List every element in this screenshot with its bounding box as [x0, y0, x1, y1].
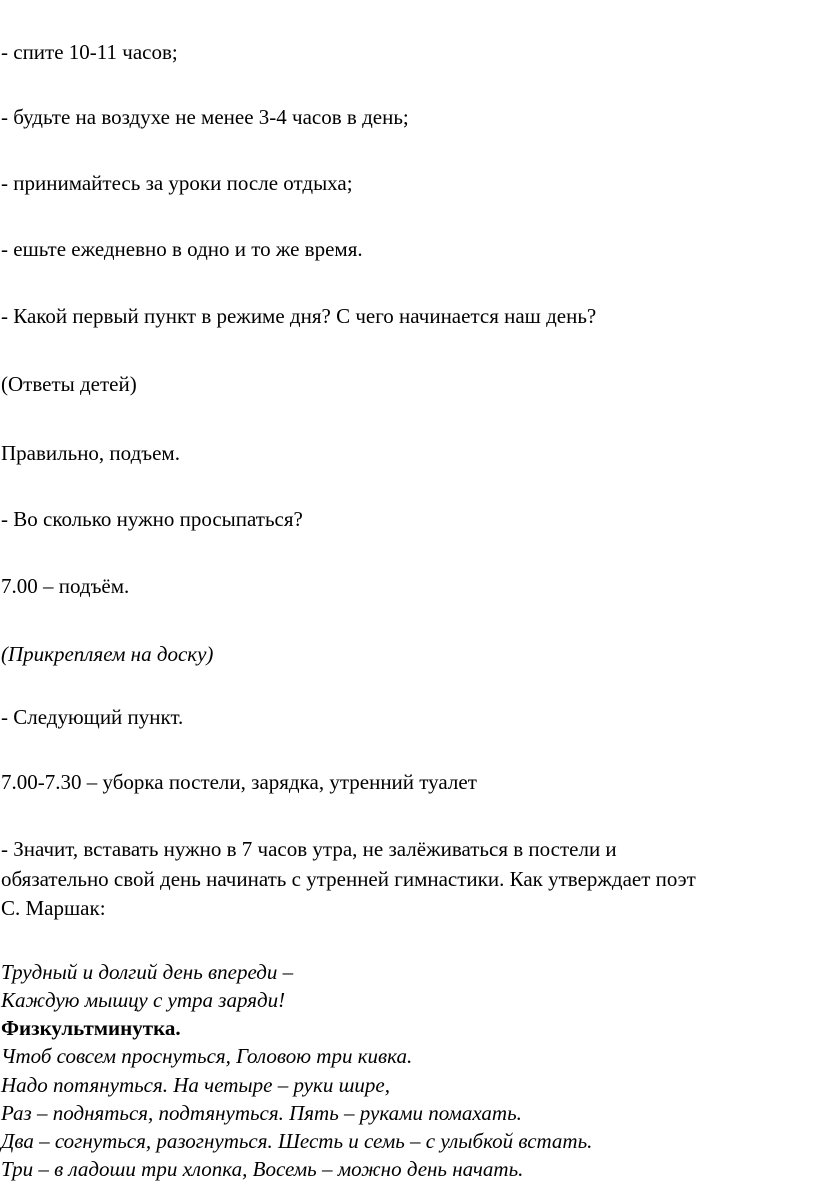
- paragraph-morning-routine: 7.00-7.30 – уборка постели, зарядка, утренний туалет: [1, 770, 477, 794]
- paragraph-wakeup-time: 7.00 – подъём.: [1, 574, 130, 598]
- exercise-line: Два – согнуться, разогнуться. Шесть и семь – с улыбкой встать.: [1, 1129, 593, 1153]
- exercise-line: Три – в ладоши три хлопка, Восемь – можно день начать.: [1, 1157, 524, 1181]
- paragraph-sleep: - спите 10-11 часов;: [1, 40, 178, 64]
- paragraph-children-answers: (Ответы детей): [1, 372, 137, 396]
- poem-line: Трудный и долгий день впереди –: [1, 960, 294, 984]
- paragraph-question-first-item: - Какой первый пункт в режиме дня? С чего начинается наш день?: [1, 304, 597, 328]
- paragraph-next-item: - Следующий пункт.: [1, 705, 184, 729]
- paragraph-outdoors: - будьте на воздухе не менее 3-4 часов в день;: [1, 105, 409, 129]
- exercise-line: Чтоб совсем проснуться, Головою три кивка.: [1, 1044, 413, 1068]
- paragraph-meals: - ешьте ежедневно в одно и то же время.: [1, 237, 363, 261]
- exercise-line: Раз – подняться, подтянуться. Пять – руками помахать.: [1, 1101, 522, 1125]
- statement-line: обязательно свой день начинать с утренней гимнастики. Как утверждает поэт: [1, 867, 696, 891]
- statement-line: С. Маршак:: [1, 896, 106, 920]
- paragraph-homework: - принимайтесь за уроки после отдыха;: [1, 171, 353, 195]
- exercise-line: Надо потянуться. На четыре – руки шире,: [1, 1073, 390, 1097]
- statement-line: - Значит, вставать нужно в 7 часов утра, не залёживаться в постели и: [1, 837, 617, 861]
- exercise-heading: Физкультминутка.: [1, 1016, 181, 1040]
- paragraph-board-note: (Прикрепляем на доску): [1, 642, 214, 666]
- paragraph-correct-wakeup: Правильно, подъем.: [1, 441, 180, 465]
- poem-line: Каждую мышцу с утра заряди!: [1, 988, 286, 1012]
- paragraph-question-wake-time: - Во сколько нужно просыпаться?: [1, 507, 303, 531]
